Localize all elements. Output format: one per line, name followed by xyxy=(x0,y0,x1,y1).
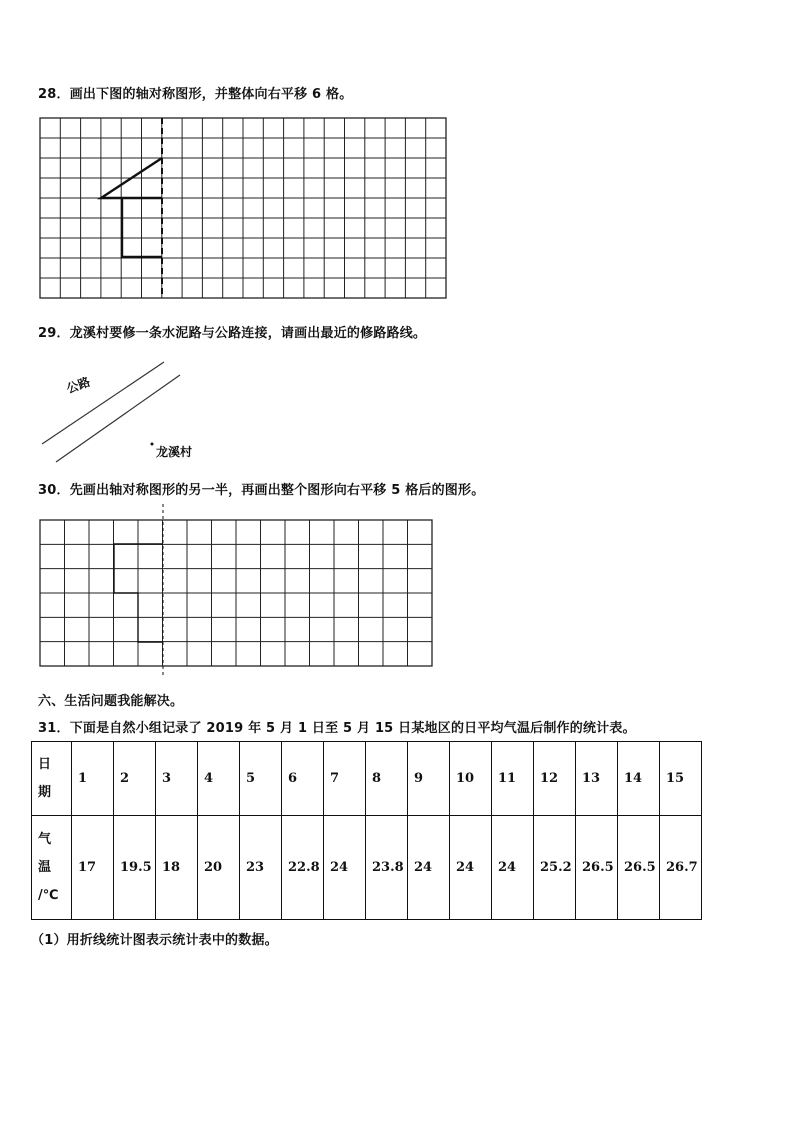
date-cell: 7 xyxy=(324,742,366,816)
temp-cell: 24 xyxy=(408,816,450,920)
header-char: 气 xyxy=(38,831,52,847)
temp-cell: 17 xyxy=(72,816,114,920)
header-char: 温 xyxy=(38,859,52,875)
temp-cell: 26.5 xyxy=(618,816,660,920)
temp-cell: 24 xyxy=(450,816,492,920)
question-31-text: 31．下面是自然小组记录了 2019 年 5 月 1 日至 5 月 15 日某地区的日平均气温后制作的统计表。 xyxy=(38,721,636,736)
header-cell-temp xyxy=(32,816,72,920)
q29-village-label: 龙溪村 xyxy=(156,445,193,459)
temp-cell: 18 xyxy=(156,816,198,920)
question-30-text: 30．先画出轴对称图形的另一半，再画出整个图形向右平移 5 格后的图形。 xyxy=(38,483,485,498)
section-6-heading: 六、生活问题我能解决。 xyxy=(38,694,184,709)
date-cell: 1 xyxy=(72,742,114,816)
q30-grid xyxy=(40,520,432,666)
table-row-dates xyxy=(32,742,702,816)
date-cell: 14 xyxy=(618,742,660,816)
date-cell: 5 xyxy=(240,742,282,816)
header-char: 日 xyxy=(38,756,52,772)
date-cell: 6 xyxy=(282,742,324,816)
temperature-table xyxy=(31,741,702,920)
header-char: /℃ xyxy=(38,887,59,903)
temp-cell: 23.8 xyxy=(366,816,408,920)
question-28-text: 28．画出下图的轴对称图形，并整体向右平移 6 格。 xyxy=(38,87,353,102)
header-cell-date xyxy=(32,742,72,816)
temp-cell: 19.5 xyxy=(114,816,156,920)
date-cell: 13 xyxy=(576,742,618,816)
header-char: 期 xyxy=(38,784,52,800)
q29-road-line-upper xyxy=(42,362,164,444)
q29-village-dot xyxy=(151,443,154,446)
q28-grid xyxy=(40,118,446,298)
date-cell: 9 xyxy=(408,742,450,816)
date-cell: 2 xyxy=(114,742,156,816)
date-cell: 4 xyxy=(198,742,240,816)
date-cell: 10 xyxy=(450,742,492,816)
date-cell: 15 xyxy=(660,742,702,816)
question-29-text: 29．龙溪村要修一条水泥路与公路连接，请画出最近的修路路线。 xyxy=(38,326,427,341)
q29-road-label: 公路 xyxy=(64,374,93,397)
date-cell: 11 xyxy=(492,742,534,816)
temp-cell: 26.5 xyxy=(576,816,618,920)
temp-cell: 23 xyxy=(240,816,282,920)
date-cell: 12 xyxy=(534,742,576,816)
date-cell: 8 xyxy=(366,742,408,816)
date-cell: 3 xyxy=(156,742,198,816)
temp-cell: 20 xyxy=(198,816,240,920)
question-31-sub1: （1）用折线统计图表示统计表中的数据。 xyxy=(31,933,278,948)
temp-cell: 24 xyxy=(324,816,366,920)
temp-cell: 22.8 xyxy=(282,816,324,920)
temp-cell: 25.2 xyxy=(534,816,576,920)
table-row-temps xyxy=(32,816,702,920)
temp-cell: 26.7 xyxy=(660,816,702,920)
temp-cell: 24 xyxy=(492,816,534,920)
